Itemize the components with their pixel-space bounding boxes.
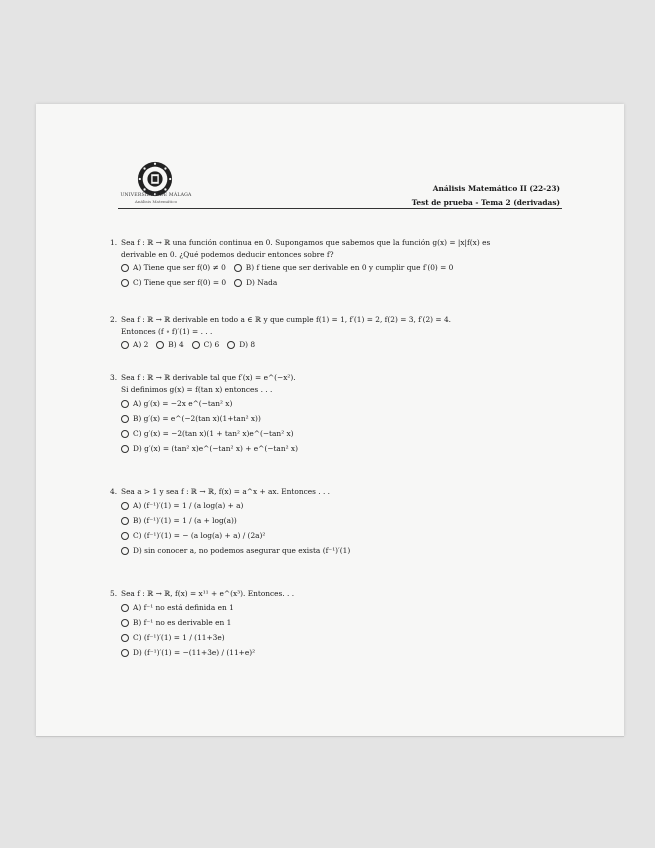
radio-icon[interactable] xyxy=(121,264,129,272)
options-group xyxy=(110,600,570,660)
radio-icon[interactable] xyxy=(121,532,129,540)
option-a[interactable]: A) Tiene que ser f(0) ≠ 0 xyxy=(121,262,226,274)
question-line: Si definimos g(x) = f(tan x) entonces . . . xyxy=(121,385,273,394)
university-name: UNIVERSIDAD DE MÁLAGA xyxy=(120,193,192,198)
radio-icon[interactable] xyxy=(121,517,129,525)
question-text xyxy=(110,314,570,326)
question-number: 1. xyxy=(110,238,118,247)
option-d[interactable]: D) 8 xyxy=(227,339,255,351)
option-a[interactable]: A) 2 xyxy=(121,339,148,351)
radio-icon[interactable] xyxy=(121,341,129,349)
page-edge xyxy=(36,736,624,737)
question-text xyxy=(110,237,570,249)
page-header xyxy=(36,104,624,224)
option-d[interactable]: D) sin conocer a, no podemos asegurar que exista (f⁻¹)′(1) xyxy=(121,543,570,558)
option-d[interactable]: D) Nada xyxy=(234,277,277,289)
option-c[interactable]: C) (f⁻¹)′(1) = 1 / (11+3e) xyxy=(121,630,570,645)
question-line: derivable en 0. ¿Qué podemos deducir entonces sobre f? xyxy=(121,250,334,259)
question-line: Sea f : ℝ → ℝ derivable en todo a ∈ ℝ y que cumple f(1) = 1, f′(1) = 2, f(2) = 3, f′(2) = 4. xyxy=(121,315,451,324)
options-group xyxy=(110,338,570,351)
radio-icon[interactable] xyxy=(121,279,129,287)
question-4 xyxy=(110,486,570,558)
question-line: Sea f : ℝ → ℝ derivable tal que f′(x) = e^(−x²). xyxy=(121,373,296,382)
question-5 xyxy=(110,588,570,660)
option-c[interactable]: C) g′(x) = −2(tan x)(1 + tan² x)e^(−tan² x) xyxy=(121,426,570,441)
radio-icon[interactable] xyxy=(121,445,129,453)
question-number: 2. xyxy=(110,315,118,324)
question-line: Sea f : ℝ → ℝ una función continua en 0. Supongamos que sabemos que la función g(x) = |x|f(x) es xyxy=(121,238,491,247)
radio-icon[interactable] xyxy=(121,400,129,408)
question-text xyxy=(110,588,570,600)
test-title: Test de prueba - Tema 2 (derivadas) xyxy=(411,198,560,207)
radio-icon[interactable] xyxy=(192,341,200,349)
option-c[interactable]: C) (f⁻¹)′(1) = − (a log(a) + a) / (2a)² xyxy=(121,528,570,543)
radio-icon[interactable] xyxy=(234,264,242,272)
exam-page xyxy=(36,104,624,736)
options-group xyxy=(110,261,570,289)
question-line: Sea a > 1 y sea f : ℝ → ℝ, f(x) = a^x + ax. Entonces . . . xyxy=(121,487,331,496)
question-2 xyxy=(110,314,570,351)
option-b[interactable]: B) 4 xyxy=(156,339,183,351)
question-number: 3. xyxy=(110,373,118,382)
option-a[interactable]: A) (f⁻¹)′(1) = 1 / (a log(a) + a) xyxy=(121,498,570,513)
option-a[interactable]: A) f⁻¹ no está definida en 1 xyxy=(121,600,570,615)
radio-icon[interactable] xyxy=(227,341,235,349)
radio-icon[interactable] xyxy=(156,341,164,349)
option-b[interactable]: B) f tiene que ser derivable en 0 y cumplir que f′(0) = 0 xyxy=(234,262,454,274)
department-name: Análisis Matemático xyxy=(134,199,178,204)
question-line: Entonces (f ∘ f)′(1) = . . . xyxy=(121,327,213,336)
question-text xyxy=(110,486,570,498)
radio-icon[interactable] xyxy=(121,547,129,555)
radio-icon[interactable] xyxy=(121,604,129,612)
radio-icon[interactable] xyxy=(121,634,129,642)
option-c[interactable]: C) 6 xyxy=(192,339,220,351)
question-number: 5. xyxy=(110,589,118,598)
options-group xyxy=(110,498,570,558)
options-group xyxy=(110,396,570,456)
question-3 xyxy=(110,372,570,456)
option-a[interactable]: A) g′(x) = −2x e^(−tan² x) xyxy=(121,396,570,411)
option-b[interactable]: B) (f⁻¹)′(1) = 1 / (a + log(a)) xyxy=(121,513,570,528)
radio-icon[interactable] xyxy=(234,279,242,287)
radio-icon[interactable] xyxy=(121,502,129,510)
question-text xyxy=(110,372,570,384)
question-number: 4. xyxy=(110,487,118,496)
radio-icon[interactable] xyxy=(121,430,129,438)
question-1 xyxy=(110,237,570,289)
option-b[interactable]: B) g′(x) = e^(−2(tan x)(1+tan² x)) xyxy=(121,411,570,426)
option-b[interactable]: B) f⁻¹ no es derivable en 1 xyxy=(121,615,570,630)
option-d[interactable]: D) g′(x) = (tan² x)e^(−tan² x) + e^(−tan² x) xyxy=(121,441,570,456)
radio-icon[interactable] xyxy=(121,619,129,627)
radio-icon[interactable] xyxy=(121,415,129,423)
radio-icon[interactable] xyxy=(121,649,129,657)
option-d[interactable]: D) (f⁻¹)′(1) = −(11+3e) / (11+e)² xyxy=(121,645,570,660)
course-title: Análisis Matemático II (22-23) xyxy=(432,184,560,193)
question-line: Sea f : ℝ → ℝ, f(x) = x¹¹ + e^(x³). Entonces. . . xyxy=(121,589,295,598)
header-divider xyxy=(118,208,562,209)
option-c[interactable]: C) Tiene que ser f(0) = 0 xyxy=(121,277,226,289)
